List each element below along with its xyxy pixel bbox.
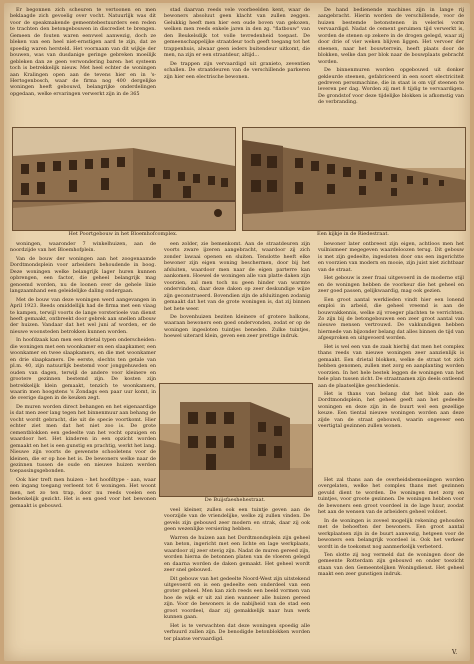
photo-riedestraat — [242, 127, 466, 231]
photo-buijsfaeshehestraat — [159, 383, 313, 497]
building-photo-right — [243, 128, 465, 230]
paragraph: De muren worden direct behangen en het eigenaardige is dat men zeer lang tegen het binnenmuur aan behang de vocht wordt gebracht, die uit de specie voortkomt. Hier echter ziet men dat het niet zoo is. De grote cementblokken een gedeelte van het vocht opzuigen en waardoor het. Het kinderen in een opzicht worden gemaakt en het is een gunstig en prachtig, werkt het lang. Nieuwe zijn voorts de gewenste schooletens voor de kleinen, die er op hoe het is. De bewoners welke naar de gezinnen tussen de oude en nieuwe huizen werden toepassingsgebonden. — [10, 403, 156, 475]
author-signature: V. — [452, 649, 458, 656]
paragraph: De binnenmuren worden opgebouwd uit donker gekleurde steenen, gefabriceerd in een soort electriciteit gedreven perssmachine, die in staat is om vijf steenen te leveren per dag. Worden zij met 8 tijdig te vervaardigen. De grondstof voor deze tijdelijke blokken is afkomstig van de verbranding. — [318, 67, 464, 106]
paragraph: Een groot aantal werklieden vindt hier een lonend emploi in arbeid, die geheel vreemd is aan de bouwvakkennis, welke zij vroeger plachten te verrichten. Zo zijn bij de betongebouwen een zeer groot aantal van nieuwe mensen vertrouwd. De vakkundigen hebben hiermede van bijzonder belang dat alles binnen de tijd van afgesproken en uitgevoerd worden. — [318, 296, 464, 342]
top-column-3 — [318, 7, 464, 119]
photo-poortgebouw — [12, 127, 236, 231]
paragraph: Er begonnen zich scheuren te vertoonen en men beklaagde zich gevoelig over vocht. Natuurlijk was dit voor de speakmakende gemeentebestuurders een reden te trachten den betongebouwen in discrediet te brengen. Gemeen de fouten waren eenvwel aanwezig, doch ze bleken van een heel niet-ernstigen aard te zijn, dat ze spoedig waren hersteld. Het voornaam van dit wijkje der bouwen, was van dusdanige geringe gebreken moeilijk gebleken dan ze geen verwondering baren: het systeem toch is betrekkelijk nieuw. Met heel echter de woningen aan Kralingen open aan de tevens hier en in 's-Hertogenbosch, waar de firma nog 400 dergelijke woningen heeft gebouwd, belangrijke onderdelingen opgedaan, welke ervaringen verwerkt zijn in de 365 — [10, 7, 156, 97]
paragraph: De bovenhuizen beziten kleinere of grotere balkons, waaraan bewoners een goed ondervonden, zodat er op de woningen ingesloten tuintjes beneden. Zulke tuintjes, hoewel uiterard klein, geven een zeer prettige indruk. — [164, 313, 310, 340]
paragraph: veel kleiner, zullen ook een tuintje geven aan de voorzijde van de vriendelijke, welke zij zullen vinden. De gevels zijn gebouwd zeer modern en strak, daar zij ook geen wezenlijke versiering hebben. — [164, 507, 310, 533]
top-column-1 — [10, 7, 156, 119]
paragraph: Ten slotte zij nog vermeld dat de woningen door de gemeente Rotterdam zijn gebouwd en onder toezicht staan van den Gemeentelijken Woningdienst. Het geheel maakt een zeer gunstigen indruk. — [318, 551, 464, 578]
paragraph: De trappen zijn vervaardigd uit granieto, zeventien schallen. De straatdeuren van de verschillende parkeren zijn hier een electrische bewonen. — [164, 60, 310, 80]
paragraph: Het is thans van belang dat het blok aan de Dordtmondsplein, het geheel geeft aan het gedeelte woningen en deze zijn in de buurt wel een gezellige keuze. Een tiental nieuwe woningen worden aan deze zijde van de straat gebouwd, waarin ongeveer een veertigtal gezinnen zullen wonen. — [318, 390, 464, 430]
building-photo-center — [160, 384, 312, 496]
caption-center-photo: De Buijsfaeshehestraat. — [204, 497, 266, 503]
caption-left-photo: Het Poortgebouw in het Bloemhofcomplex. — [68, 231, 178, 237]
paragraph: Van de bouw der woningen aan het zoogenaamde Dordtmondsplein voor arbeiders behoudende in boog. Deze woningen welke belangrijk lager huren kunnen opbrengen, een factor, die geheel belangrijk mag genoemd worden, nu de loonen over de gehele linie langzaamhand een geleidelijke daling ondergaan. — [10, 255, 156, 295]
top-column-2 — [164, 7, 310, 119]
paragraph: Ook hier treft men huizen - het hoofdtype - aan, waar een ingang toegang verleent tot 6 woningen. Het woont men, net zo ten trap, door nu reeds voelen een bedenkelijk gezicht. Het is een goed voor het bewonen gemaakt is gebouwd. — [10, 476, 156, 509]
newspaper-page — [4, 3, 470, 661]
paragraph: Het zal thans aan de overheidsbemoeiingen worden overgelaten, welke het complex thans met gezinnen gevuld dient te worden. De woningen met zorg en tuintjes, voor groote gezinnen. De woningen hebben voor de bewoners een groot voordeel in de lage huur, zoodat het aan de wensen van de arbeiders geheel voldoet. — [318, 477, 464, 516]
bottom-column-3 — [318, 477, 464, 645]
paragraph: Het is wel een van de zaak hierbij dat men het complex thans reeds van nieuwe woningen zeer aanzienlijk is gemaakt. Een drietal blokken, welke de straat tot zich hebben genomen, zullen met zorg en aanplanting worden voorzien. In het hele bestek leggen de woningen van het hele plan tussen zicht. De straatnamen zijn deels ontleend aan de plaatselijke geschiedenis. — [318, 343, 464, 389]
paragraph: In hoofdzaak kan men een drietal typen onderscheiden: die woningen met een woonkamer en een slaapkamer, een woonkamer en twee slaapkamers, en die met woonkamer en drie slaapkamers. De eerste, slechts ten getale van pl.m. 40, zijn natuurlijk bestemd voor jonggehuwden en ouden van dagen, terwijl de andere voor kleinere en grootere gezinnen bestemd zijn. De kosten zijn betrekkelijk klein gemaakt, tenzich te woonkamers, waarin men hoogstens 's Zondags een paar uur komt, in de overige dagen in de keuken zegt. — [10, 337, 156, 402]
bottom-column-2 — [164, 507, 310, 651]
paragraph: In de woningen is zoveel mogelijk rekening gehouden met de behoeften der bewoners. Een groot aantal werkplaatsen zijn in de buurt aanwezig, hetgeen voor de bewoners een belangrijk voordeel is. Ook het verkeer wordt in de toekomst nog aanmerkelijk verbeterd. — [318, 517, 464, 550]
paragraph: stad daarvan reeds vele voorbeelden kent, waar de bewoners absoluut geen klacht van zullen zeggen. Gelukkig heeft men hier een oude boven van gekozen, welken men reeds enkele jaren in den zg. "flatbouw" van den Beukelsdijk tot volle tevredenheid toepast. De gemeenschappelijke straatdeur toch geeft toegang tot het trappenhuis, alwaar geen ieders buitendeur uitkomt, die men, na zijn er een straatdeur, altijd... — [164, 7, 310, 59]
paragraph: De hand bedienende machines zijn in lange rij aangebracht. Hierin worden de verschillende, voor de huizen bestemde betonstenen in velerlei vorm vervaardigd. Nadat de cement geruimen tijd verwerkt is, worden de stenen op zekere in de drogen gelegd, waar zij door drie of vier weken blijven liggen. Het vervoer der steenen, naar het bouwterrein, heeft plaats door de blokken, welke dan per blok naar de bouwplaats gebracht worden. — [318, 7, 464, 65]
middle-column-1 — [10, 241, 156, 651]
paragraph: woningen, waaronder 7 winkelhuizen, aan de noordzijde van het Bloemhofplein. — [10, 241, 156, 254]
paragraph: een zolder, zie bemenkomt. Aan de straatdeuren zijn voorts zware ijzeren aangebracht, waardoor zij zich zonder lawaai openen en sluiten. Tenslotte heeft elke bewoner zijn eigen woning beschermen, door bij het afsluiten, waardoor men naar de eigen parterre kan aankomen. Hoewel de woningen alle van platte daken zijn voorzien, zal men toch nu geen hinder van warmte ondervinden, daar deze daken op zeer deskundige wijze zijn geconstrueerd. Bovendien zijn de afsluitingen zodanig gemaakt dat het van de grote woningen is, dat zij binnen het hete weer. — [164, 241, 310, 312]
paragraph: bewoner later ontbreest zijn eigen, achtloos men het vuilnismeer megegeven waardeloozen terug. Dit gebouw is met zijn gedeelte, ingesloten door ons een ingerichtte en voorzien van modern en mooie, zijn juist niet zichtbaar van de straat. — [318, 241, 464, 273]
building-photo-left — [13, 128, 235, 230]
caption-right-photo: Een kijkje in de Riedestraat. — [317, 231, 389, 237]
paragraph: Het gebouw is zeer fraai uitgevoerd in de moderne stijl en de woningen hebben de voorkeur die het geheel en zeer goed passen, gelijkwaardig, mag ook gezien. — [318, 275, 464, 295]
paragraph: Met de bouw van deze woningen werd aangevangen in April 1923. Reeds omiddellijk had de firma met een viaag te kampen, terwijl voorts de lange vorsterioele van dienst heeft gemaakt, ontbreekt door gebrek aan snellen afbouw der huizen. Vandaar dat het wel juni af worden, er de nieuwe woonsteden betrokken kunnen worden. — [10, 296, 156, 335]
paragraph: Warren de huizen aan het Dordtmondsplein zijn geheel van beton, ingericht met een lichte en lage werkplaats, waardoor zij zeer stevig zijn. Nadat de muren gereed zijn, worden hierna de betonnen platen van de vloeren gelegd en daarna worden de daken gemaakt. Het geheel wordt zeer snel gebouwd. — [164, 534, 310, 574]
paragraph: Dit gebouw van het gedeelte Noord-West zijn uitstekend uitgevoerd en is een gedeelte een onderdeel van een groter geheel. Men kan zich reeds een beeld vormen van hoe de wijk er uit zal zien wanneer alle huizen gereed zijn. Voor de bewoners is de nabijheid van de stad een groot voordeel, daar zij gemakkelijk naar hun werk kunnen gaan. — [164, 575, 310, 621]
middle-column-2 — [164, 241, 310, 379]
paragraph: Het is te verwachten dat deze woningen spoedig alle verhuurd zullen zijn. De benodigde betonblokken worden ter plaatse vervaardigd. — [164, 622, 310, 642]
middle-column-3 — [318, 241, 464, 473]
